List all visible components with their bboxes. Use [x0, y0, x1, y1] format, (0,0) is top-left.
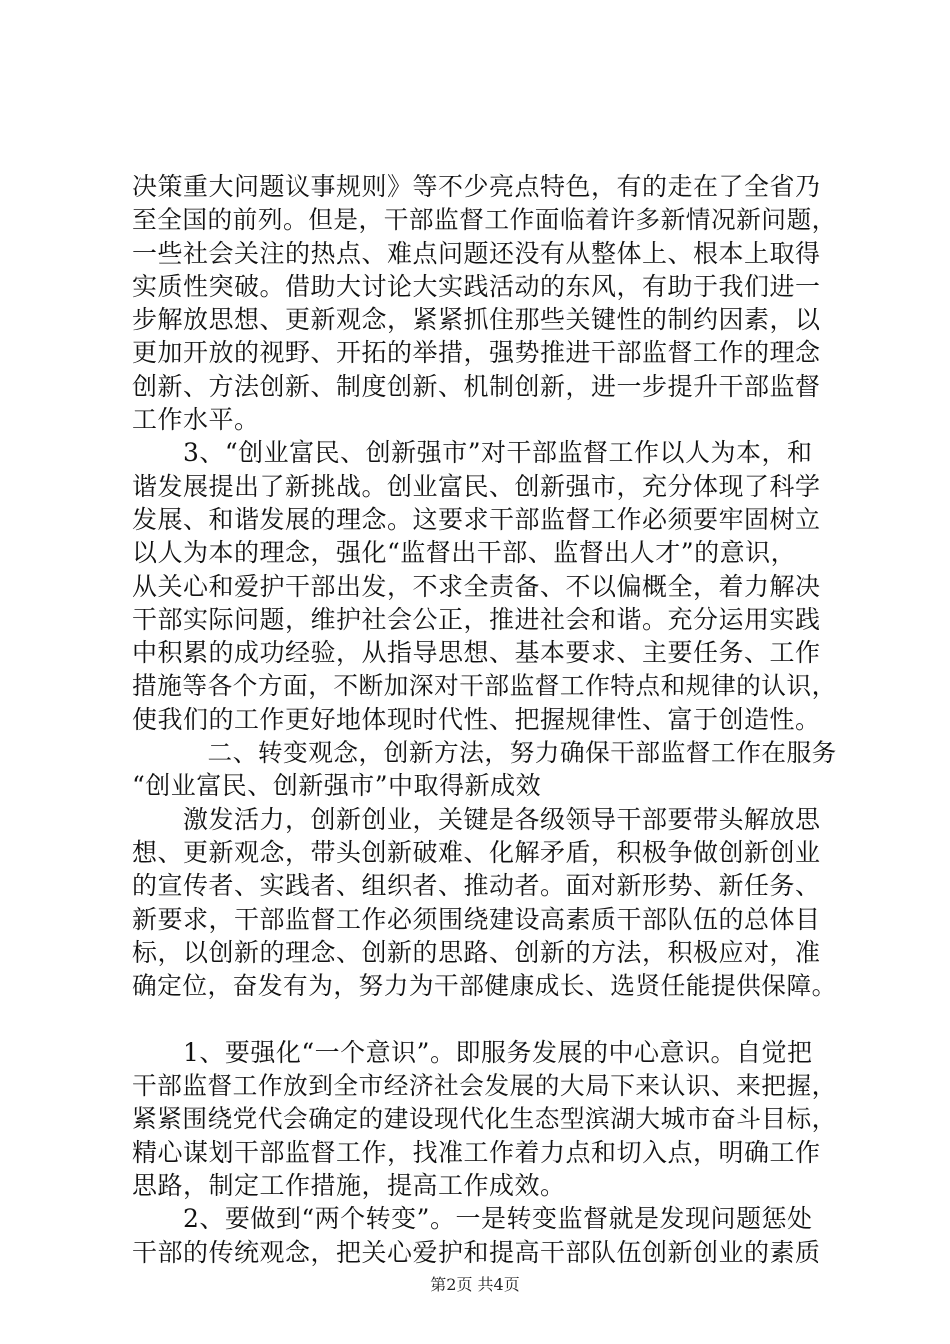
- text-line: 至全国的前列。但是，干部监督工作面临着许多新情况新问题，: [132, 205, 837, 235]
- text-line: 措施等各个方面，不断加深对干部监督工作特点和规律的认识，: [132, 671, 837, 701]
- text-line: 确定位，奋发有为，努力为干部健康成长、选贤任能提供保障。: [132, 971, 837, 1001]
- text-line: 实质性突破。借助大讨论大实践活动的东风，有助于我们进一: [132, 271, 821, 301]
- text-line: 精心谋划干部监督工作，找准工作着力点和切入点，明确工作: [132, 1137, 821, 1167]
- text-line: 干部监督工作放到全市经济社会发展的大局下来认识、来把握，: [132, 1071, 837, 1101]
- text-line: 二、转变观念，创新方法，努力确保干部监督工作在服务: [132, 738, 837, 768]
- text-line: 激发活力，创新创业，关键是各级领导干部要带头解放思: [132, 804, 821, 834]
- text-line: 谐发展提出了新挑战。创业富民、创新强市，充分体现了科学: [132, 471, 821, 501]
- text-line: 2、要做到“两个转变”。一是转变监督就是发现问题惩处: [132, 1204, 813, 1234]
- text-line: 一些社会关注的热点、难点问题还没有从整体上、根本上取得: [132, 238, 821, 268]
- document-body: [132, 170, 844, 1269]
- text-line: 工作水平。: [132, 405, 260, 435]
- text-line: “创业富民、创新强市”中取得新成效: [132, 771, 542, 801]
- text-line: 想、更新观念，带头创新破难、化解矛盾，积极争做创新创业: [132, 837, 821, 867]
- text-line: 1、要强化“一个意识”。即服务发展的中心意识。自觉把: [132, 1037, 813, 1067]
- blank-line: [132, 1002, 844, 1035]
- text-line: 新要求，干部监督工作必须围绕建设高素质干部队伍的总体目: [132, 904, 821, 934]
- text-line: 中积累的成功经验，从指导思想、基本要求、主要任务、工作: [132, 638, 821, 668]
- text-line: 使我们的工作更好地体现时代性、把握规律性、富于创造性。: [132, 704, 821, 734]
- text-line: 紧紧围绕党代会确定的建设现代化生态型滨湖大城市奋斗目标，: [132, 1104, 837, 1134]
- text-line: 更加开放的视野、开拓的举措，强势推进干部监督工作的理念: [132, 338, 821, 368]
- text-line: 3、“创业富民、创新强市”对干部监督工作以人为本，和: [132, 438, 813, 468]
- text-line: 的宣传者、实践者、组织者、推动者。面对新形势、新任务、: [132, 871, 821, 901]
- text-line: 创新、方法创新、制度创新、机制创新，进一步提升干部监督: [132, 371, 821, 401]
- page-footer: 第2页 共4页: [430, 1275, 520, 1294]
- text-line: 从关心和爱护干部出发，不求全责备、不以偏概全，着力解决: [132, 571, 821, 601]
- text-line: 发展、和谐发展的理念。这要求干部监督工作必须要牢固树立: [132, 504, 821, 534]
- text-line: 决策重大问题议事规则》等不少亮点特色，有的走在了全省乃: [132, 172, 821, 201]
- text-line: 干部实际问题，维护社会公正，推进社会和谐。充分运用实践: [132, 604, 821, 634]
- text-line: 标，以创新的理念、创新的思路、创新的方法，积极应对，准: [132, 937, 821, 967]
- text-line: 步解放思想、更新观念，紧紧抓住那些关键性的制约因素，以: [132, 305, 821, 335]
- text-line: 以人为本的理念，强化“监督出干部、监督出人才”的意识，: [132, 538, 797, 568]
- text-line: 思路，制定工作措施，提高工作成效。: [132, 1170, 566, 1200]
- text-line: 干部的传统观念，把关心爱护和提高干部队伍创新创业的素质: [132, 1237, 821, 1267]
